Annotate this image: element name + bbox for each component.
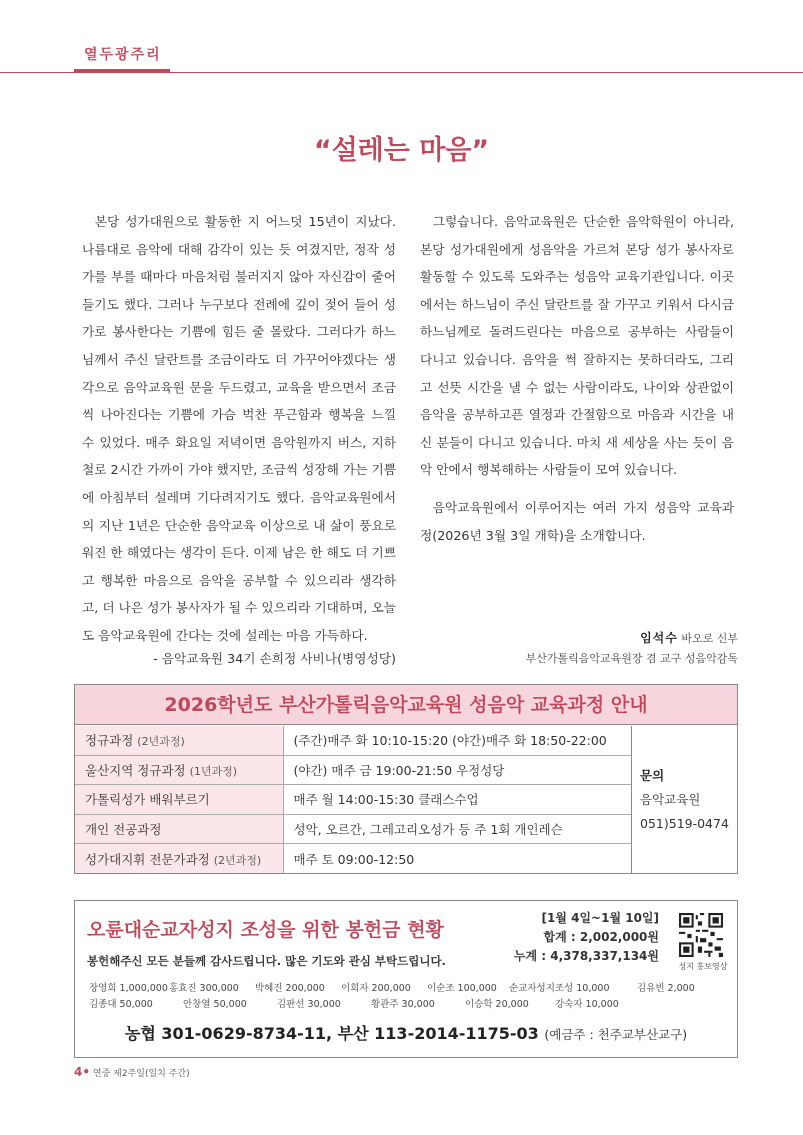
course-table bbox=[75, 726, 631, 873]
course-name: 정규과정 bbox=[85, 733, 134, 749]
author-name: 임석수 bbox=[640, 631, 678, 645]
table-row bbox=[75, 726, 631, 755]
table-row bbox=[75, 814, 631, 843]
course-name: 울산지역 정규과정 bbox=[85, 763, 186, 779]
author-title: 바오로 신부 bbox=[681, 632, 738, 645]
course-name-cell bbox=[75, 755, 283, 784]
account-holder: (예금주 : 천주교부산교구) bbox=[544, 1027, 688, 1042]
list-item: 김종대 50,000 bbox=[89, 999, 153, 1010]
course-duration: (1년과정) bbox=[189, 765, 238, 779]
course-name-cell bbox=[75, 844, 283, 873]
offering-thanks: 봉헌해주신 모든 분들께 감사드립니다. 많은 기도와 관심 부탁드립니다. bbox=[87, 954, 446, 968]
contact-name: 음악교육원 bbox=[640, 792, 701, 807]
course-name: 가톨릭성가 배워부르기 bbox=[85, 792, 210, 808]
right-paragraph-2: 음악교육원에서 이루어지는 여러 가지 성음악 교육과정(2026년 3월 3일 개학)을 소개합니다. bbox=[420, 499, 734, 543]
account-numbers: 농협 301-0629-8734-11, 부산 113-2014-1175-03 bbox=[124, 1024, 539, 1043]
list-item: 순교자성지조성 10,000 bbox=[509, 983, 610, 994]
qr-caption: 성지 홍보영상 bbox=[678, 962, 728, 971]
course-name-cell bbox=[75, 814, 283, 843]
donor-row bbox=[89, 997, 729, 1013]
table-row bbox=[75, 785, 631, 814]
right-column bbox=[420, 208, 734, 549]
right-paragraph-1: 그렇습니다. 음악교육원은 단순한 음악학원이 아니라, 본당 성가대원에게 성음악을 가르쳐 본당 성가 봉사자로 활동할 수 있도록 도와주는 성음악 교육기관입니다. 이곳에서는 하느님이 주신 달란트를 잘 가꾸고 키워서 다시금 하느님께로 돌려드린다는 마음으로 공부하는 사람들이 다니고 있습니다. 음악을 썩 잘하지는 못하더라도, 그리고 선뜻 시간을 낼 수 없는 사람이라도, 나이와 상관없이 음악을 공부하고픈 열정과 간절함으로 마음과 시간을 내신 분들이 다니고 있습니다. 마치 새 세상을 사는 듯이 음악 안에서 행복해하는 사람들이 모여 있습니다. bbox=[420, 214, 734, 478]
left-paragraph: 본당 성가대원으로 활동한 지 어느덧 15년이 지났다. 나름대로 음악에 대해 감각이 있는 듯 여겼지만, 정작 성가를 부를 때마다 마음처럼 불러지지 않아 자신감이 줄어들기도 했다. 그러나 누구보다 전례에 깊이 젖어 들어 성가로 봉사한다는 기쁨에 힘든 줄 몰랐다. 그러다가 하느님께서 주신 달란트를 조금이라도 더 가꾸어야겠다는 생각으로 음악교육원 문을 두드렸고, 교육을 받으면서 조금씩 나아진다는 기쁨에 가슴 벅찬 푸근함과 행복을 느낄 수 있었다. 매주 화요일 저녁이면 음악원까지 버스, 지하철로 2시간 가까이 가야 했지만, 조금씩 성장해 가는 기쁨에 아침부터 설레며 기다려지기도 했다. 음악교육원에서의 지난 1년은 단순한 음악교육 이상으로 내 삶이 풍요로워진 한 해였다는 생각이 든다. 이제 남은 한 해도 더 기쁘고 행복한 마음으로 음악을 공부할 수 있으리라 생각하고, 더 나은 성가 봉사자가 될 수 있으리라 기대하며, 오늘도 음악교육원에 간다는 것에 설레는 마음 가득하다. bbox=[82, 214, 397, 643]
list-item: 장영희 1,000,000 bbox=[89, 983, 168, 994]
table-row bbox=[75, 844, 631, 873]
list-item: 김판선 30,000 bbox=[277, 999, 341, 1010]
course-schedule: (야간) 매주 금 19:00-21:50 우정성당 bbox=[283, 755, 631, 784]
course-duration: (2년과정) bbox=[137, 735, 185, 749]
donor-row bbox=[89, 981, 729, 997]
list-item: 홍효진 300,000 bbox=[169, 983, 239, 994]
course-info-box bbox=[74, 684, 738, 874]
bank-account bbox=[75, 1021, 737, 1044]
course-schedule: 매주 월 14:00-15:30 클래스수업 bbox=[283, 785, 631, 814]
list-item: 이승학 20,000 bbox=[465, 999, 529, 1010]
course-name: 개인 전공과정 bbox=[85, 821, 162, 837]
offering-stats bbox=[495, 909, 659, 966]
contact-info bbox=[631, 726, 737, 873]
course-name-cell bbox=[75, 726, 283, 755]
list-item: 강숙자 10,000 bbox=[555, 999, 619, 1010]
course-name: 성가대지휘 전문가과정 bbox=[85, 851, 210, 867]
left-column bbox=[82, 208, 396, 650]
page-header bbox=[0, 0, 803, 74]
section-title: 열두광주리 bbox=[84, 47, 162, 63]
list-item: 이희자 200,000 bbox=[341, 983, 411, 994]
footer-text: 연중 제2주일(일치 주간) bbox=[92, 1069, 190, 1079]
offering-box bbox=[74, 900, 738, 1058]
course-name-cell bbox=[75, 785, 283, 814]
offering-cumulative: 누계 : 4,378,337,134원 bbox=[513, 949, 659, 963]
course-duration: (2년과정) bbox=[213, 853, 262, 867]
header-divider bbox=[0, 72, 803, 73]
page-footer: 4• 연중 제2주일(일치 주간) bbox=[74, 1065, 190, 1079]
table-row bbox=[75, 755, 631, 784]
article-title: “설레는 마음” bbox=[313, 135, 490, 166]
course-schedule: 매주 토 09:00-12:50 bbox=[293, 851, 415, 867]
list-item: 김유빈 2,000 bbox=[637, 983, 695, 994]
list-item: 박혜진 200,000 bbox=[255, 983, 325, 994]
page-number: 4 bbox=[74, 1065, 83, 1079]
offering-period: [1월 4일~1월 10일] bbox=[541, 911, 659, 925]
offering-total: 합계 : 2,002,000원 bbox=[543, 930, 659, 944]
course-schedule: 성악, 오르간, 그레고리오성가 등 주 1회 개인레슨 bbox=[283, 814, 631, 843]
author-block bbox=[420, 628, 738, 669]
author-role: 부산가톨릭음악교육원장 겸 교구 성음악감독 bbox=[525, 652, 738, 665]
course-schedule: (주간)매주 화 10:10-15:20 (야간)매주 화 18:50-22:00 bbox=[283, 726, 631, 755]
donor-list bbox=[89, 981, 729, 1013]
list-item: 안창열 50,000 bbox=[183, 999, 247, 1010]
offering-title: 오륜대순교자성지 조성을 위한 봉헌금 현황 bbox=[87, 919, 444, 941]
contact-phone: 051)519-0474 bbox=[640, 816, 729, 831]
list-item: 이순조 100,000 bbox=[427, 983, 497, 994]
course-box-title: 2026학년도 부산가톨릭음악교육원 성음악 교육과정 안내 bbox=[75, 685, 737, 725]
list-item: 황관주 30,000 bbox=[371, 999, 435, 1010]
testimony-signature: - 음악교육원 34기 손희정 사비나(병영성당) bbox=[153, 651, 396, 666]
qr-code-icon[interactable] bbox=[679, 913, 723, 957]
contact-label: 문의 bbox=[640, 768, 665, 783]
